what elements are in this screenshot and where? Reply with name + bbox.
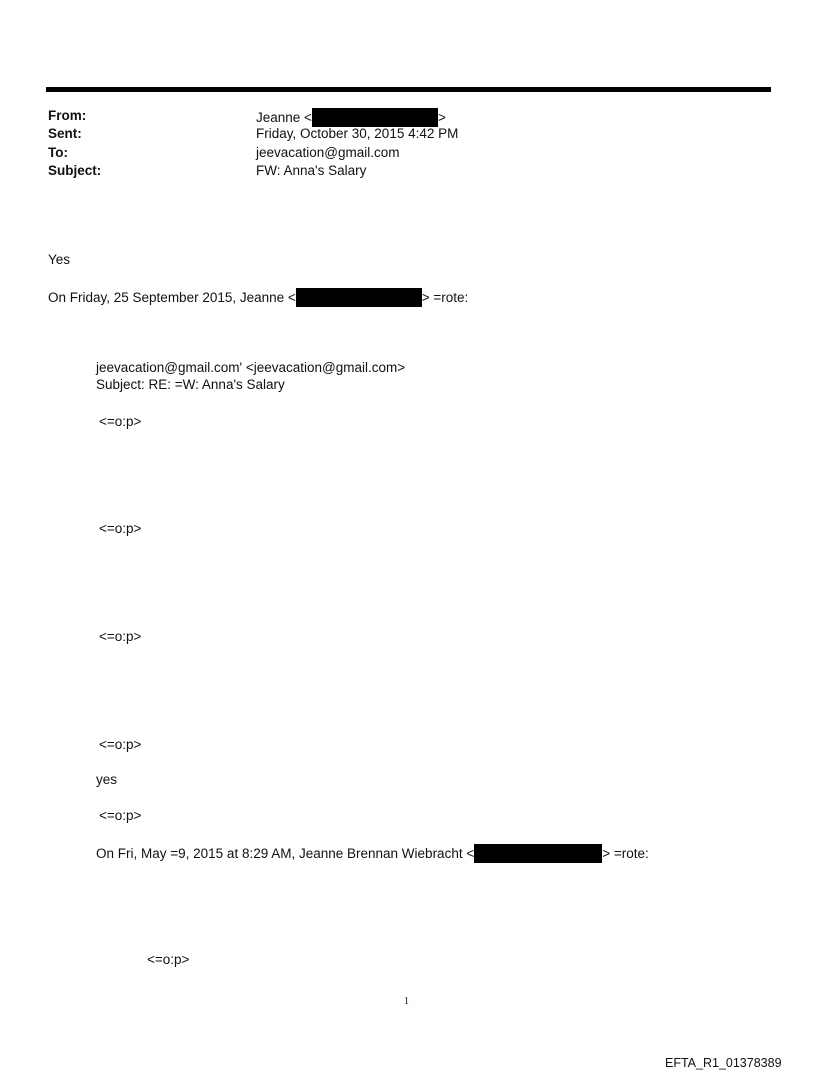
op-tag: <=o:p> [99, 808, 142, 823]
from-value [256, 108, 446, 127]
from-label: From: [48, 108, 87, 123]
op-tag: <=o:p> [99, 521, 142, 536]
quote-header-2 [96, 844, 649, 863]
sent-value: Friday, October 30, 2015 4:42 PM [256, 126, 459, 141]
reply-yes: Yes [48, 252, 71, 267]
subject-label: Subject: [48, 163, 102, 178]
op-tag: <=o:p> [99, 737, 142, 752]
quote-header-2-suffix: > =rote: [602, 846, 649, 861]
quote-header-1 [48, 288, 468, 307]
op-tag: <=o:p> [99, 414, 142, 429]
to-value: jeevacation@gmail.com [256, 145, 400, 160]
from-end: > [437, 110, 446, 125]
redaction-bar [474, 844, 602, 863]
redaction-bar [312, 108, 438, 127]
document-id: EFTA_R1_01378389 [665, 1056, 782, 1070]
to-label: To: [48, 145, 68, 160]
sent-label: Sent: [48, 126, 82, 141]
redaction-bar [296, 288, 422, 307]
quote-header-1-prefix: On Friday, 25 September 2015, Jeanne < [48, 290, 296, 305]
page-number: 1 [404, 996, 409, 1007]
header-rule [46, 87, 771, 92]
op-tag: <=o:p> [147, 952, 190, 967]
subject-value: FW: Anna's Salary [256, 163, 367, 178]
op-tag: <=o:p> [99, 629, 142, 644]
quote-header-1-suffix: > =rote: [421, 290, 469, 305]
reply-yes-lower: yes [96, 772, 118, 787]
from-name: Jeanne < [256, 110, 312, 125]
forwarded-subject-line: Subject: RE: =W: Anna's Salary [96, 377, 285, 392]
forwarded-to-line: jeevacation@gmail.com' <jeevacation@gmail.com> [96, 360, 406, 375]
quote-header-2-prefix: On Fri, May =9, 2015 at 8:29 AM, Jeanne Brennan Wiebracht < [96, 846, 475, 861]
